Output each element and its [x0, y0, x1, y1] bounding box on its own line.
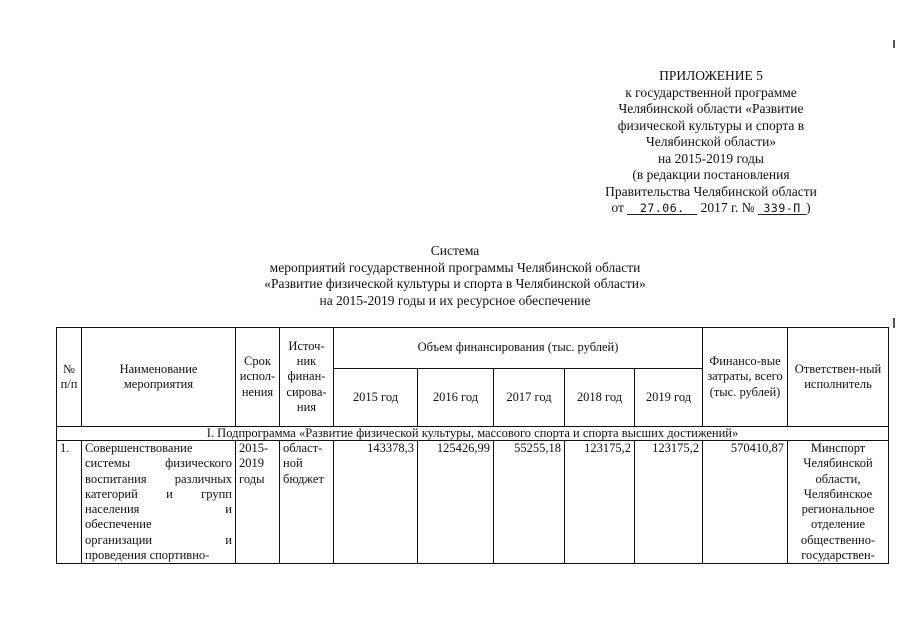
row-term-line: годы [239, 471, 265, 486]
row-term [236, 441, 280, 564]
document-title [120, 243, 790, 309]
row-name-line: категорий и групп [85, 486, 232, 501]
header-num: № п/п [57, 328, 82, 427]
appendix-line: на 2015-2019 годы [658, 150, 764, 166]
title-line-4: на 2015-2019 годы и их ресурсное обеспечение [319, 292, 591, 308]
appendix-line: Правительства Челябинской области [605, 183, 817, 199]
row-responsible-line: Челябинской [803, 456, 873, 471]
appendix-line: (в редакции постановления [632, 167, 790, 182]
appendix-line: Челябинской области» [645, 134, 777, 149]
header-year: 2019 год [635, 369, 703, 427]
row-value-2017: 55255,18 [494, 441, 565, 564]
appendix-line: к государственной программе [625, 84, 797, 100]
row-responsible-line: государствен- [801, 548, 875, 563]
row-responsible-line: общественно- [800, 532, 876, 547]
row-name-line: Совершенствование [85, 441, 193, 455]
row-name [82, 441, 236, 564]
row-source [280, 441, 334, 564]
row-name-text [85, 441, 232, 563]
row-responsible-line: области, [815, 471, 861, 486]
row-responsible-line: региональное [801, 502, 875, 517]
header-name: Наименование мероприятия [82, 328, 236, 427]
row-total: 570410,87 [703, 441, 788, 564]
header-year: 2018 год [565, 369, 635, 427]
scan-margin-mark-top [893, 40, 895, 48]
header-year: 2015 год [334, 369, 418, 427]
section-title: I. Подпрограмма «Развитие физической культуры, массового спорта и спорта высших достижений» [57, 427, 889, 441]
header-volume: Объем финансирования (тыс. рублей) [334, 328, 703, 369]
appendix-title: ПРИЛОЖЕНИЕ 5 [659, 68, 763, 83]
measures-table [56, 327, 889, 564]
header-source: Источ-ник финан-сирова-ния [280, 328, 334, 427]
row-responsible-line: Минспорт [810, 441, 866, 455]
header-year: 2017 год [494, 369, 565, 427]
appendix-year-no: 2017 г. № [700, 200, 755, 215]
row-responsible [788, 441, 889, 564]
appendix-date: 27.06. [640, 201, 685, 215]
header-responsible: Ответствен-ный исполнитель [788, 328, 889, 427]
row-value-2015: 143378,3 [334, 441, 418, 564]
appendix-line: физической культуры и спорта в [617, 117, 805, 133]
row-term-line: 2015- [239, 441, 269, 455]
header-year: 2016 год [418, 369, 494, 427]
appendix-header [588, 68, 834, 217]
appendix-number: 339-П [763, 201, 801, 215]
row-value-2016: 125426,99 [418, 441, 494, 564]
row-term-line: 2019 [239, 456, 264, 471]
title-line-2: мероприятий государственной программы Челябинской области [269, 259, 641, 275]
row-value-2018: 123175,2 [565, 441, 635, 564]
row-responsible-line: отделение [810, 517, 865, 532]
appendix-from: от [611, 200, 624, 215]
row-source-line: бюджет [283, 471, 324, 486]
header-term: Срок испол-нения [236, 328, 280, 427]
row-name-line: организации и [85, 532, 232, 547]
row-name-line: воспитания различных [85, 471, 232, 486]
row-source-line: ной [283, 456, 303, 471]
row-value-2019: 123175,2 [635, 441, 703, 564]
appendix-date-field [627, 202, 697, 215]
appendix-close: ) [806, 200, 811, 215]
row-name-line: системы физического [85, 456, 232, 471]
appendix-number-field [758, 202, 806, 215]
title-line-1: Система [430, 243, 480, 258]
title-line-3: «Развитие физической культуры и спорта в Челябинской области» [264, 276, 646, 291]
appendix-date-line [588, 200, 834, 217]
scan-margin-mark-mid [893, 318, 895, 328]
row-source-line: област- [283, 441, 323, 455]
row-name-line: обеспечение [85, 517, 152, 532]
row-name-line: населения и [85, 502, 232, 517]
table-row [57, 441, 889, 564]
appendix-line: Челябинской области «Развитие [618, 101, 804, 116]
row-responsible-line: Челябинское [803, 486, 873, 501]
row-name-line: проведения спортивно- [85, 548, 210, 563]
row-num: 1. [57, 441, 82, 564]
header-total: Финансо-вые затраты, всего (тыс. рублей) [703, 328, 788, 427]
